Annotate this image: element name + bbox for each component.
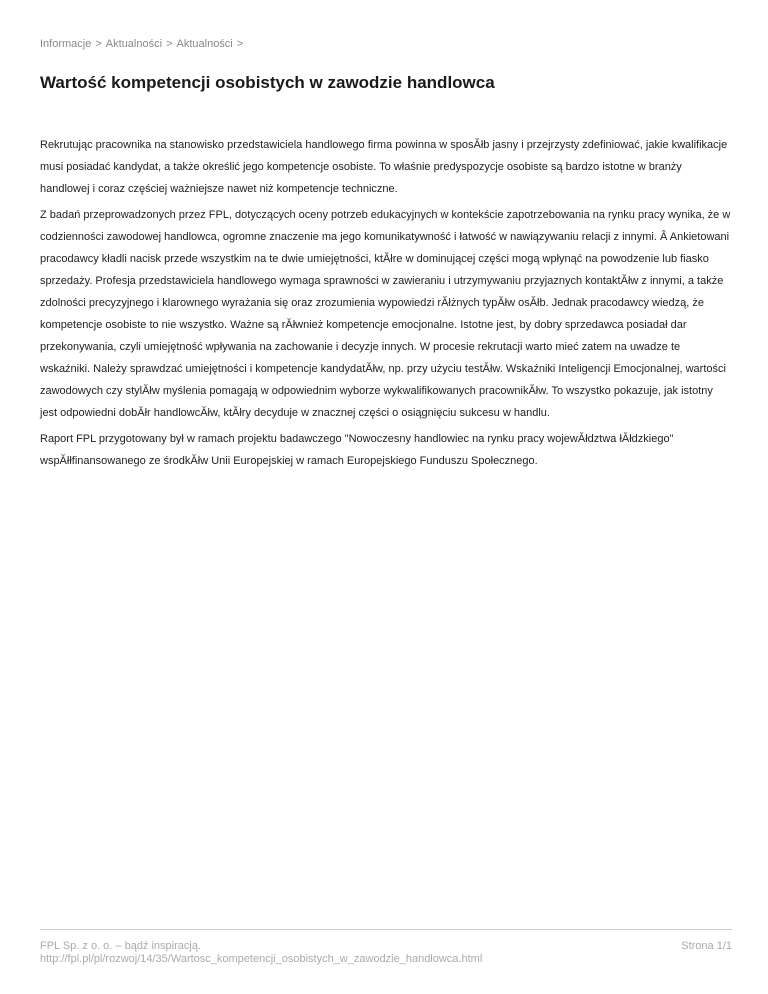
breadcrumb-separator: > (166, 38, 173, 50)
breadcrumb-item-informacje[interactable]: Informacje (40, 38, 92, 50)
page-number: Strona 1/1 (681, 940, 732, 952)
footer-divider (40, 929, 732, 930)
breadcrumb (40, 38, 247, 50)
article-paragraph-1: Rekrutując pracownika na stanowisko przedstawiciela handlowego firma powinna w sposĂłb jasny i przejrzysty zdefiniować, jakie kwalifikacje musi posiadać kandydat, a także określić jego kompetencje osobiste. To właśnie predyspozycje osobiste są bardzo istotne w branży handlowej i coraz częściej ważniejsze nawet niż kompetencje techniczne. (40, 139, 728, 195)
breadcrumb-separator: > (95, 38, 102, 50)
article-paragraph-3: Raport FPL przygotowany był w ramach projektu badawczego "Nowoczesny handlowiec na rynku pracy wojewĂłdztwa łĂłdzkiego" wspĂłłfinansowanego ze środkĂłw Unii Europejskiej w ramach Europejskiego Funduszu Społecznego. (40, 433, 674, 467)
page-title: Wartość kompetencji osobistych w zawodzie handlowca (40, 73, 495, 92)
breadcrumb-separator: > (236, 38, 244, 50)
footer-company: FPL Sp. z o. o. – bądź inspiracją. (40, 940, 202, 952)
page-footer (40, 940, 482, 966)
article-body (40, 134, 732, 476)
article-paragraph-2: Z badań przeprowadzonych przez FPL, dotyczących oceny potrzeb edukacyjnych w kontekście zapotrzebowania na rynku pracy wynika, że w codzienności zawodowej handlowca, ogromne znaczenie ma jego komunikatywność i łatwość w nawiązywaniu relacji z innymi. Â Ankietowani pracodawcy kładli nacisk przede wszystkim na te dwie umiejętności, ktĂłre w dominującej części mogą wpłynąć na powodzenie lub fiasko sprzedaży. Profesja przedstawiciela handlowego wymaga sprawności w zawieraniu i utrzymywaniu przyjaznych kontaktĂłw z innymi, a także zdolności precyzyjnego i klarownego wyrażania się oraz zrozumienia wypowiedzi rĂłżnych typĂłw osĂłb. Jednak pracodawcy wiedzą, że kompetencje osobiste to nie wszystko. Ważne są rĂłwnież kompetencje emocjonalne. Istotne jest, by dobry sprzedawca posiadał dar przekonywania, czyli umiejętność wpływania na zachowanie i decyzje innych. W procesie rekrutacji warto mieć zatem na uwadze te wskaźniki. Należy sprawdzać umiejętności i kompetencje kandydatĂłw, np. przy użyciu testĂłw. Wskaźniki Inteligencji Emocjonalnej, wartości zawodowych czy stylĂłw myślenia pomagają w odpowiednim wyborze wykwalifikowanych pracownikĂłw. To wszystko pokazuje, jak istotny jest odpowiedni dobĂłr handlowcĂłw, ktĂłry decyduje w znacznej części o osiągnięciu sukcesu w handlu. (40, 209, 731, 419)
breadcrumb-item-aktualnosci[interactable]: Aktualności (105, 38, 163, 50)
footer-url[interactable]: http://fpl.pl/pl/rozwoj/14/35/Wartosc_kompetencji_osobistych_w_zawodzie_handlowca.html (40, 953, 483, 965)
breadcrumb-item-aktualnosci-current[interactable]: Aktualności (176, 38, 233, 50)
